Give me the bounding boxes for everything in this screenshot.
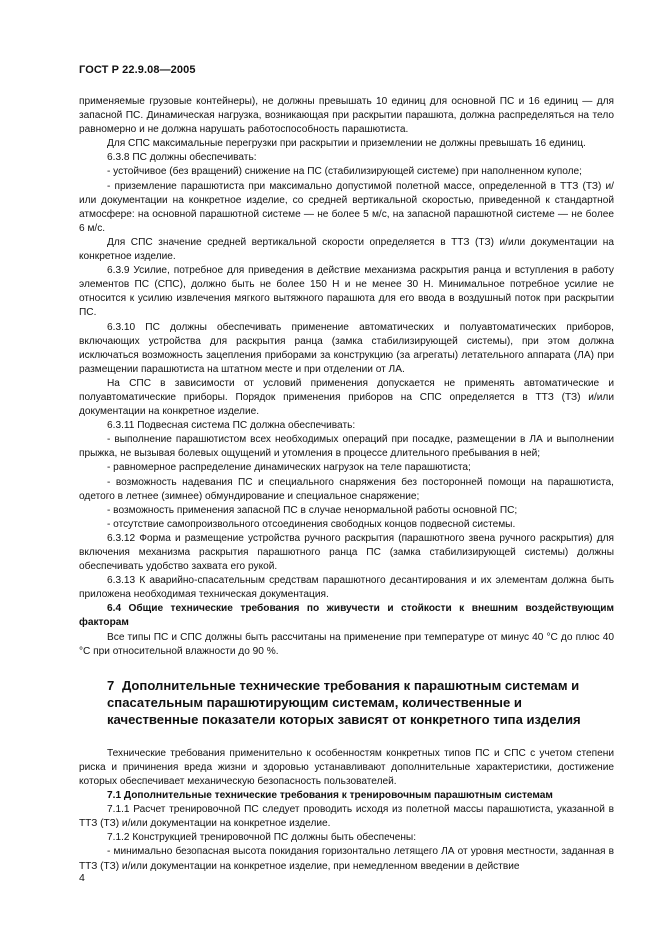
paragraph: - возможность надевания ПС и специального снаряжения без посторонней помощи на парашютиста, одетого в летнее (зимнее) обмундирование и специальное снаряжение; xyxy=(79,476,614,502)
paragraph: - устойчивое (без вращений) снижение на ПС (стабилизирующей системе) при наполненном куполе; xyxy=(107,166,582,178)
paragraph: Для СПС максимальные перегрузки при раскрытии и приземлении не должны превышать 16 единиц. xyxy=(107,138,586,150)
paragraph: 7.1.2 Конструкцией тренировочной ПС должны быть обеспечены: xyxy=(107,832,417,844)
paragraph: - равномерное распределение динамических нагрузок на теле парашютиста; xyxy=(107,462,471,474)
subsection-heading: 6.4 Общие технические требования по живучести и стойкости к внешним воздействующим факторам xyxy=(79,603,614,629)
subsection-heading: 7.1 Дополнительные технические требования к тренировочным парашютным системам xyxy=(107,790,553,802)
page-number: 4 xyxy=(79,872,85,884)
paragraph: Для СПС значение средней вертикальной скорости определяется в ТТЗ (ТЗ) и/или документации на конкретное изделие. xyxy=(79,236,614,263)
section-7-heading xyxy=(79,677,614,728)
paragraph: применяемые грузовые контейнеры), не должны превышать 10 единиц для основной ПС и 16 единиц — для запасной ПС. Динамическая нагрузка, возникающая при раскрытии парашюта, должна распределяться на тело равномерно и не должна нарушать работоспособность парашютиста. xyxy=(79,96,614,136)
paragraph: 6.3.13 К аварийно-спасательным средствам парашютного десантирования и их элементам должна быть приложена необходимая техническая документация. xyxy=(79,575,614,601)
paragraph: 6.3.8 ПС должны обеспечивать: xyxy=(107,152,257,164)
section-7-number: 7 xyxy=(107,677,115,693)
section-7-title: Дополнительные технические требования к парашютным системам и спасательным парашютирующим системам, количественные и качественные показатели которых зависят от конкретного типа изделия xyxy=(107,677,581,727)
body-text-part-2 xyxy=(79,747,614,874)
paragraph: 6.3.11 Подвесная система ПС должна обеспечивать: xyxy=(107,420,356,432)
paragraph: - выполнение парашютистом всех необходимых операций при посадке, размещении в ЛА и выполнении прыжка, не вызывая болевых ощущений и утомления в процессе длительного пребывания в ней; xyxy=(79,434,614,460)
paragraph: - возможность применения запасной ПС в случае ненормальной работы основной ПС; xyxy=(107,504,518,516)
paragraph: Все типы ПС и СПС должны быть рассчитаны на применение при температуре от минус 40 °С до плюс 40 °С при относительной влажности до 90 %. xyxy=(79,631,614,657)
paragraph: Технические требования применительно к особенностям конкретных типов ПС и СПС с учетом степени риска и причинения вреда жизни и здоровью устанавливают дополнительные характеристики, достижение которых обеспечивает механическую безопасность пользователей. xyxy=(79,747,614,787)
paragraph: 6.3.10 ПС должны обеспечивать применение автоматических и полуавтоматических приборов, включающих устройства для раскрытия ранца (замка стабилизирующей системы), при этом должна исключаться возможность зацепления приборами за конструкцию (за агрегаты) летательного аппарата (ЛА) при размещении парашютиста на штатном месте и при отделении от ЛА. xyxy=(79,321,614,375)
body-text-part-1 xyxy=(79,95,614,659)
paragraph: - минимально безопасная высота покидания горизонтально летящего ЛА от уровня местности, заданная в ТТЗ (ТЗ) и/или документации на конкретное изделие, при немедленном введении в действие xyxy=(79,846,614,872)
document-body xyxy=(79,95,614,874)
paragraph: 6.3.12 Форма и размещение устройства ручного раскрытия (парашютного звена ручного раскрытия) для включения механизма раскрытия парашютного ранца ПС (замка стабилизирующей системы) должны обеспечивать удобство захвата его рукой. xyxy=(79,532,614,573)
document-header: ГОСТ Р 22.9.08—2005 xyxy=(79,64,196,76)
paragraph: 6.3.9 Усилие, потребное для приведения в действие механизма раскрытия ранца и вступления в работу элементов ПС (СПС), должно быть не более 150 Н и не менее 30 Н. Минимальное потребное усилие не относится к усилию извлечения мягкого вытяжного парашюта для его ввода в воздушный поток при раскрытии ПС. xyxy=(79,265,614,319)
paragraph: - приземление парашютиста при максимально допустимой полетной массе, определенной в ТТЗ (ТЗ) и/или документации на конкретное изделие, со средней вертикальной скоростью, приведенной к стандартной атмосфере: на основной парашютной системе — не более 5 м/с, на запасной парашютной системе — не более 6 м/с. xyxy=(79,180,614,234)
paragraph: - отсутствие самопроизвольного отсоединения свободных концов подвесной системы. xyxy=(107,518,516,530)
paragraph: На СПС в зависимости от условий применения допускается не применять автоматические и полуавтоматические приборы. Порядок применения приборов на СПС определяется в ТТЗ (ТЗ) и/или документации на конкретное изделие. xyxy=(79,377,614,418)
paragraph: 7.1.1 Расчет тренировочной ПС следует проводить исходя из полетной массы парашютиста, указанной в ТТЗ (ТЗ) и/или документации на конкретное изделие. xyxy=(79,804,614,830)
